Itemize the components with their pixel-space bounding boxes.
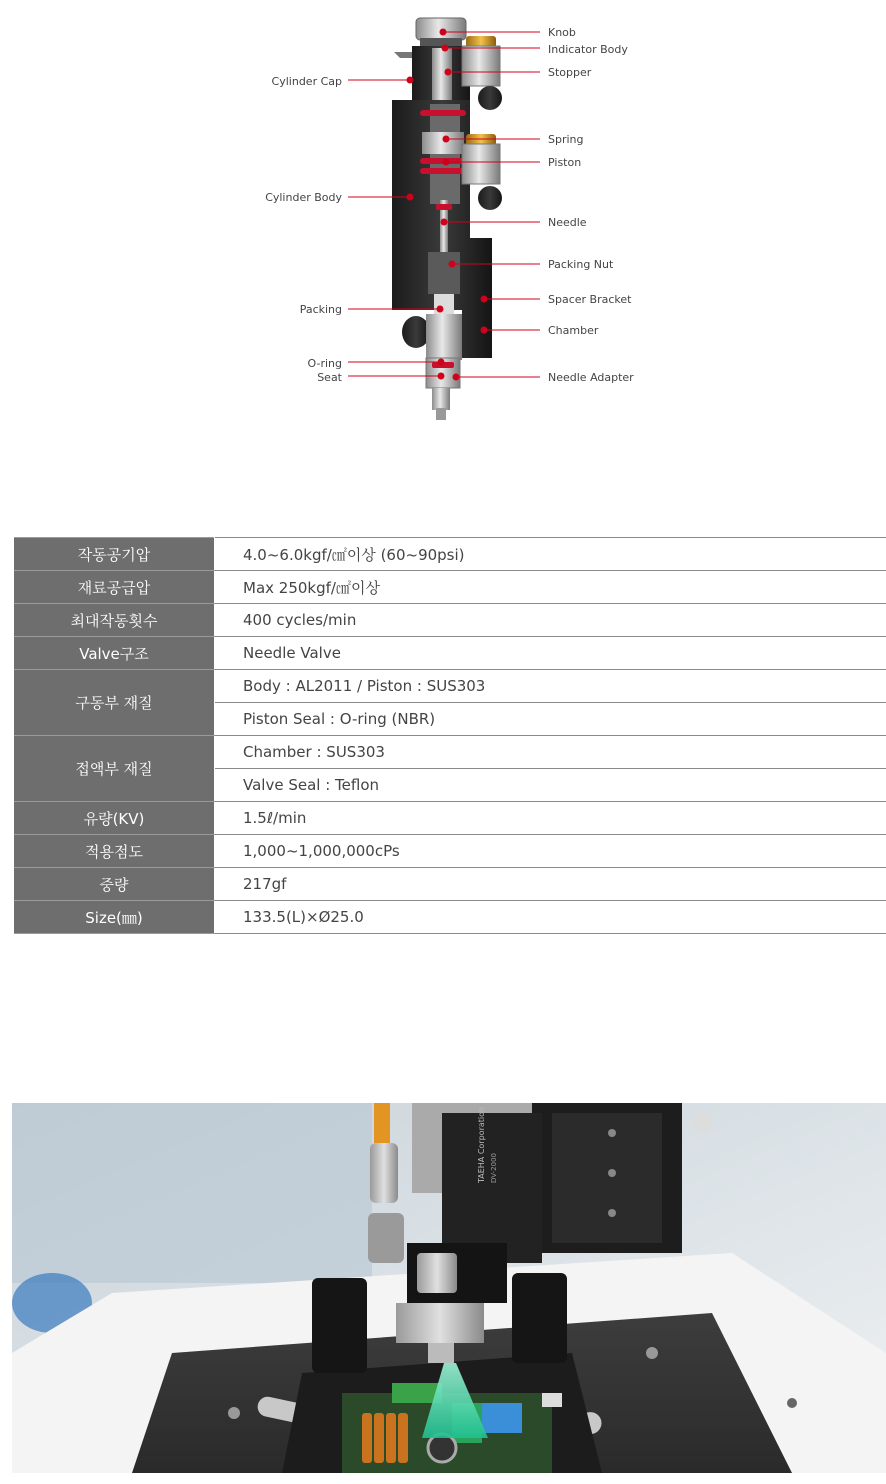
table-row [14, 571, 886, 604]
valve-cutaway-diagram [0, 0, 886, 460]
spec-value: 400 cycles/min [215, 604, 886, 637]
label-needle-adapter: Needle Adapter [548, 371, 634, 384]
label-cylinder-cap: Cylinder Cap [271, 75, 342, 88]
spec-key: 작동공기압 [14, 538, 215, 571]
label-cylinder-body: Cylinder Body [265, 191, 342, 204]
label-piston: Piston [548, 156, 582, 169]
application-photo [12, 1103, 886, 1473]
label-spring: Spring [548, 133, 584, 146]
label-packing: Packing [299, 303, 342, 316]
label-packing-nut: Packing Nut [548, 258, 614, 271]
spec-key: 구동부 재질 [14, 670, 215, 736]
spec-value: 1,000~1,000,000cPs [215, 835, 886, 868]
table-row [14, 868, 886, 901]
spec-key: 접액부 재질 [14, 736, 215, 802]
spec-value: Piston Seal : O-ring (NBR) [215, 703, 886, 736]
table-row [14, 670, 886, 703]
spec-value: 1.5ℓ/min [215, 802, 886, 835]
spec-key: 중량 [14, 868, 215, 901]
spec-table [14, 537, 886, 934]
spec-value: Chamber : SUS303 [215, 736, 886, 769]
spec-value: 133.5(L)×Ø25.0 [215, 901, 886, 934]
label-stopper: Stopper [548, 66, 592, 79]
nameplate-model: DV-2000 [490, 1153, 498, 1183]
spec-key: 재료공급압 [14, 571, 215, 604]
spec-value: Body : AL2011 / Piston : SUS303 [215, 670, 886, 703]
label-indicator-body: Indicator Body [548, 43, 628, 56]
label-seat: Seat [317, 371, 342, 384]
spec-value: 217gf [215, 868, 886, 901]
table-row [14, 802, 886, 835]
label-o-ring: O-ring [307, 357, 342, 370]
table-row [14, 835, 886, 868]
table-row [14, 538, 886, 571]
spec-key: Size(㎜) [14, 901, 215, 934]
table-row [14, 901, 886, 934]
table-row [14, 637, 886, 670]
table-row [14, 604, 886, 637]
label-chamber: Chamber [548, 324, 599, 337]
spec-value: Valve Seal : Teflon [215, 769, 886, 802]
valve-illustration [0, 0, 886, 460]
table-row [14, 736, 886, 769]
spec-key: 최대작동횟수 [14, 604, 215, 637]
label-needle: Needle [548, 216, 587, 229]
dispensing-scene [12, 1103, 886, 1473]
spec-key: 적용점도 [14, 835, 215, 868]
spec-value: Max 250kgf/㎠이상 [215, 571, 886, 604]
label-knob: Knob [548, 26, 576, 39]
spec-key: Valve구조 [14, 637, 215, 670]
spec-value: Needle Valve [215, 637, 886, 670]
spec-value: 4.0~6.0kgf/㎠이상 (60~90psi) [215, 538, 886, 571]
nameplate-brand: TAEHA Corporation [477, 1106, 486, 1183]
label-spacer-bracket: Spacer Bracket [548, 293, 632, 306]
spec-key: 유량(KV) [14, 802, 215, 835]
